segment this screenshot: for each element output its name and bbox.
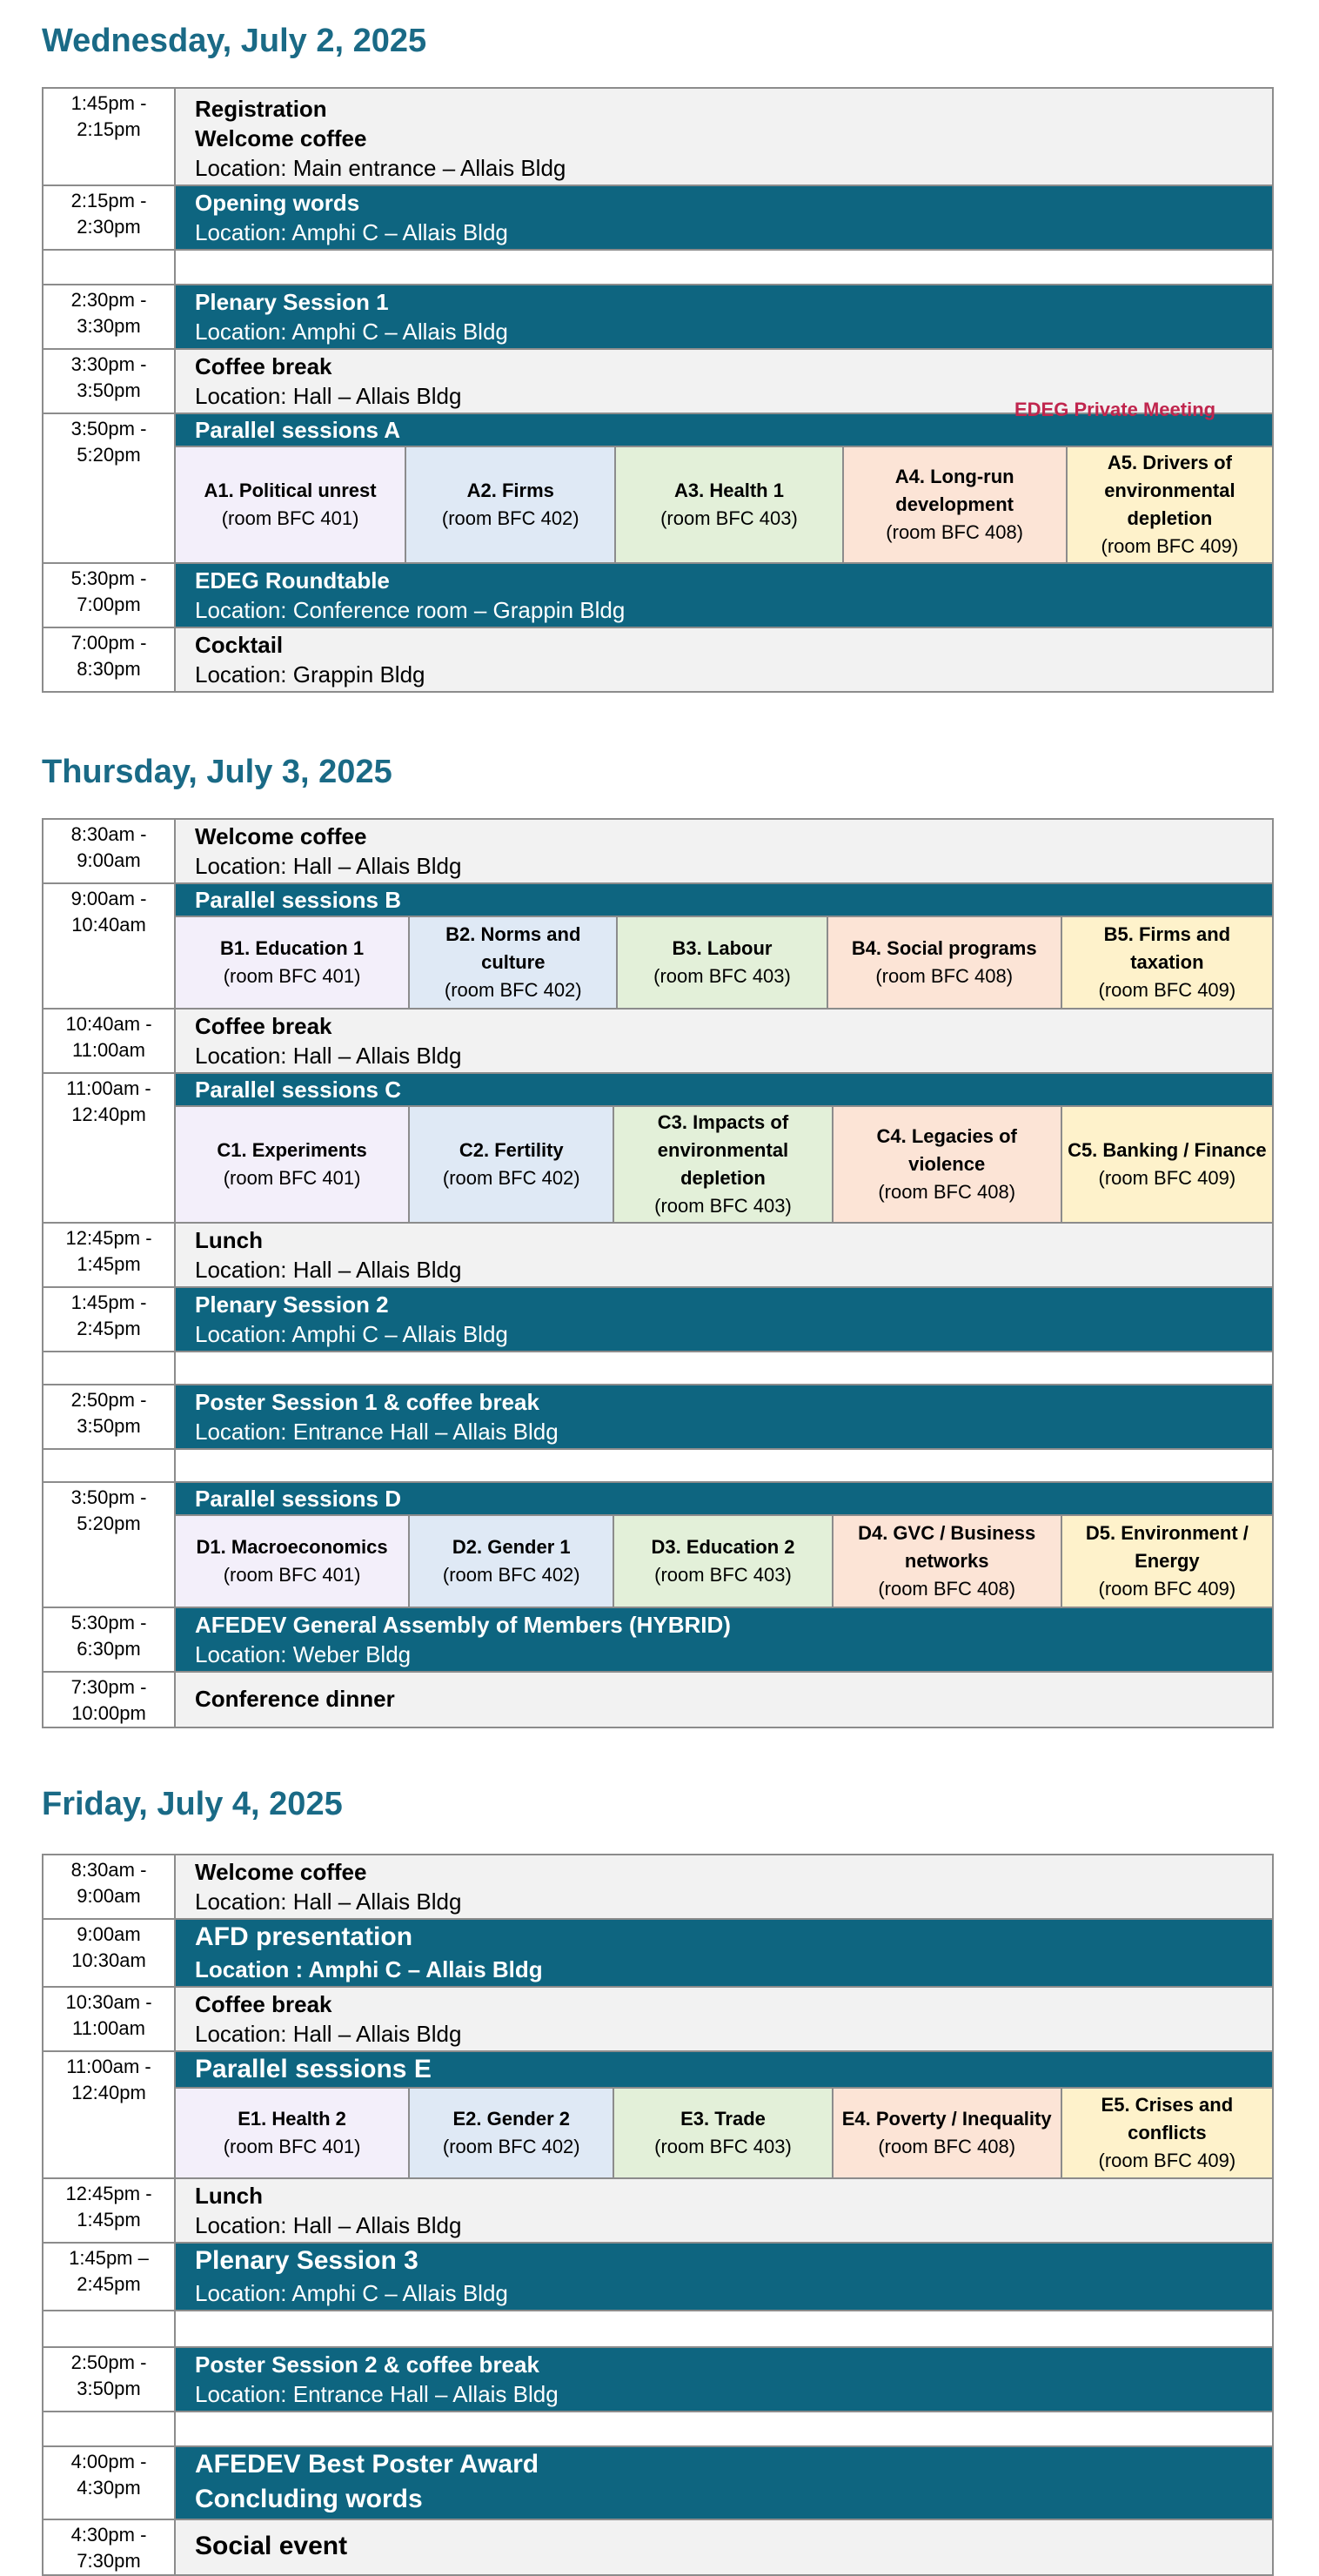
time-cell: 5:30pm - 7:00pm	[43, 563, 175, 627]
session-name: E5. Crises and conflicts	[1101, 2094, 1234, 2143]
session-name: E3. Trade	[680, 2108, 766, 2130]
event-title: Coffee break	[195, 1991, 332, 2017]
event-poster-award	[175, 2446, 1273, 2519]
time-cell: 5:30pm - 6:30pm	[43, 1607, 175, 1672]
time-cell: 1:45pm - 2:15pm	[43, 88, 175, 185]
time-cell: 9:00am - 10:40am	[43, 883, 175, 1009]
session-room: (room BFC 408)	[875, 965, 1014, 987]
session-name: D2. Gender 1	[452, 1536, 571, 1558]
session-name: C4. Legacies of violence	[876, 1125, 1017, 1175]
parallel-sessions-header: Parallel sessions A	[176, 414, 1272, 446]
session-name: A2. Firms	[466, 480, 554, 501]
time-cell: 2:30pm - 3:30pm	[43, 285, 175, 349]
session-room: (room BFC 402)	[441, 507, 579, 529]
session-name: E2. Gender 2	[452, 2108, 571, 2130]
session-d4	[834, 1514, 1062, 1607]
time-cell: 12:45pm - 1:45pm	[43, 1223, 175, 1287]
session-e5	[1062, 2087, 1272, 2177]
session-d2	[410, 1514, 614, 1607]
event-title: Registration	[195, 96, 327, 122]
session-room: (room BFC 402)	[444, 979, 582, 1001]
event-location: Location: Amphi C – Allais Bldg	[195, 2280, 508, 2306]
session-name: E1. Health 2	[238, 2108, 346, 2130]
time-cell: 10:40am - 11:00am	[43, 1009, 175, 1073]
session-e1	[176, 2087, 410, 2177]
session-name: C5. Banking / Finance	[1068, 1139, 1267, 1161]
session-name: C3. Impacts of environmental depletion	[657, 1111, 789, 1189]
session-room: (room BFC 409)	[1098, 1578, 1236, 1600]
event-plenary-3	[175, 2243, 1273, 2311]
spacer-cell	[175, 2412, 1273, 2446]
event-cocktail	[175, 627, 1273, 692]
event-location: Location : Amphi C – Allais Bldg	[195, 1956, 543, 1982]
parallel-sessions-c	[175, 1073, 1273, 1223]
event-registration	[175, 88, 1273, 185]
event-location: Location: Hall – Allais Bldg	[195, 1257, 462, 1283]
event-location: Location: Hall – Allais Bldg	[195, 383, 462, 409]
time-cell: 1:45pm - 2:45pm	[43, 1287, 175, 1352]
session-b1	[176, 916, 410, 1008]
time-cell: 4:30pm - 7:30pm	[43, 2519, 175, 2575]
time-cell-empty	[43, 250, 175, 285]
session-room: (room BFC 403)	[653, 965, 791, 987]
session-name: B5. Firms and taxation	[1103, 923, 1231, 973]
session-room: (room BFC 403)	[654, 2136, 792, 2157]
session-room: (room BFC 402)	[442, 1167, 580, 1189]
session-room: (room BFC 409)	[1098, 2150, 1236, 2171]
session-a5	[1068, 446, 1272, 562]
time-cell: 3:50pm - 5:20pm	[43, 413, 175, 563]
time-cell-empty	[43, 2412, 175, 2446]
event-title: Social event	[195, 2532, 348, 2560]
event-title: Conference dinner	[195, 1686, 395, 1712]
event-edeg-roundtable	[175, 563, 1273, 627]
event-title: AFEDEV General Assembly of Members (HYBRID)	[195, 1612, 731, 1638]
event-location: Location: Entrance Hall – Allais Bldg	[195, 1419, 559, 1445]
session-room: (room BFC 401)	[223, 2136, 361, 2157]
session-name: C2. Fertility	[459, 1139, 564, 1161]
session-room: (room BFC 402)	[442, 1564, 580, 1586]
session-name: B1. Education 1	[220, 937, 365, 959]
event-poster-session-2	[175, 2347, 1273, 2412]
event-welcome-coffee	[175, 819, 1273, 883]
time-cell: 7:00pm - 8:30pm	[43, 627, 175, 692]
event-location: Location: Amphi C – Allais Bldg	[195, 1321, 508, 1347]
session-name: D1. Macroeconomics	[196, 1536, 388, 1558]
session-room: (room BFC 401)	[223, 1564, 361, 1586]
event-general-assembly	[175, 1607, 1273, 1672]
parallel-sessions-a	[175, 413, 1273, 563]
event-lunch	[175, 2178, 1273, 2243]
session-c4	[834, 1105, 1062, 1222]
time-cell: 8:30am - 9:00am	[43, 1855, 175, 1919]
parallel-sessions-e	[175, 2051, 1273, 2178]
session-room: (room BFC 403)	[654, 1564, 792, 1586]
spacer-cell	[175, 250, 1273, 285]
event-plenary-2	[175, 1287, 1273, 1352]
event-title: Plenary Session 3	[195, 2246, 418, 2275]
session-c3	[614, 1105, 833, 1222]
parallel-sessions-header: Parallel sessions E	[176, 2052, 1272, 2087]
session-a2	[406, 446, 616, 562]
event-location: Location: Amphi C – Allais Bldg	[195, 319, 508, 345]
event-conference-dinner	[175, 1672, 1273, 1727]
time-cell: 10:30am - 11:00am	[43, 1987, 175, 2051]
event-title: AFEDEV Best Poster Award	[195, 2450, 539, 2479]
spacer-cell	[175, 1352, 1273, 1385]
time-cell: 4:00pm - 4:30pm	[43, 2446, 175, 2519]
session-room: (room BFC 403)	[654, 1195, 792, 1217]
event-title: Coffee break	[195, 1013, 332, 1039]
session-room: (room BFC 409)	[1098, 979, 1236, 1001]
time-cell-empty	[43, 1352, 175, 1385]
time-cell-empty	[43, 2311, 175, 2347]
event-title-2: Welcome coffee	[195, 125, 367, 151]
session-d3	[614, 1514, 833, 1607]
session-name: B4. Social programs	[851, 937, 1037, 959]
time-cell-empty	[43, 1449, 175, 1482]
event-title: Poster Session 1 & coffee break	[195, 1389, 539, 1415]
session-room: (room BFC 408)	[886, 521, 1024, 543]
event-location: Location: Hall – Allais Bldg	[195, 1043, 462, 1069]
session-room: (room BFC 403)	[660, 507, 798, 529]
private-meeting-note: EDEG Private Meeting	[1014, 399, 1216, 420]
parallel-sessions-header: Parallel sessions C	[176, 1074, 1272, 1105]
session-name: A1. Political unrest	[204, 480, 377, 501]
time-cell: 11:00am - 12:40pm	[43, 1073, 175, 1223]
event-social-event	[175, 2519, 1273, 2575]
session-b3	[618, 916, 827, 1008]
time-cell: 3:30pm - 3:50pm	[43, 349, 175, 413]
session-b5	[1062, 916, 1272, 1008]
event-location: Location: Amphi C – Allais Bldg	[195, 219, 508, 245]
event-afd-presentation	[175, 1919, 1273, 1987]
event-location: Location: Conference room – Grappin Bldg	[195, 597, 626, 623]
event-title: Welcome coffee	[195, 823, 367, 849]
event-poster-session-1	[175, 1385, 1273, 1449]
session-room: (room BFC 408)	[878, 1181, 1016, 1203]
session-name: A3. Health 1	[674, 480, 784, 501]
time-cell: 2:50pm - 3:50pm	[43, 1385, 175, 1449]
event-coffee-break	[175, 1009, 1273, 1073]
session-e2	[410, 2087, 614, 2177]
event-title: Plenary Session 1	[195, 289, 389, 315]
time-cell: 8:30am - 9:00am	[43, 819, 175, 883]
day-title-friday: Friday, July 4, 2025	[42, 1786, 343, 1822]
session-e4	[834, 2087, 1062, 2177]
event-location: Location: Main entrance – Allais Bldg	[195, 155, 566, 181]
event-title: Coffee break	[195, 353, 332, 379]
session-name: B3. Labour	[672, 937, 773, 959]
event-location: Location: Entrance Hall – Allais Bldg	[195, 2381, 559, 2407]
event-title: Lunch	[195, 2183, 263, 2209]
event-lunch	[175, 1223, 1273, 1287]
session-c2	[410, 1105, 614, 1222]
event-title-2: Concluding words	[195, 2485, 423, 2513]
time-cell: 2:50pm - 3:50pm	[43, 2347, 175, 2412]
parallel-sessions-d	[175, 1482, 1273, 1607]
session-a3	[616, 446, 843, 562]
event-location: Location: Hall – Allais Bldg	[195, 2021, 462, 2047]
session-name: C1. Experiments	[217, 1139, 367, 1161]
session-room: (room BFC 408)	[878, 2136, 1016, 2157]
time-cell: 3:50pm - 5:20pm	[43, 1482, 175, 1607]
session-d5	[1062, 1514, 1272, 1607]
session-b4	[828, 916, 1062, 1008]
session-name: A4. Long-run development	[894, 466, 1014, 515]
session-room: (room BFC 409)	[1101, 535, 1239, 557]
session-a1	[176, 446, 406, 562]
day-title-wednesday: Wednesday, July 2, 2025	[42, 23, 427, 59]
day-title-thursday: Thursday, July 3, 2025	[42, 754, 392, 790]
spacer-cell	[175, 2311, 1273, 2347]
time-cell: 9:00am 10:30am	[43, 1919, 175, 1987]
event-title: AFD presentation	[195, 1922, 413, 1951]
event-title: Welcome coffee	[195, 1859, 367, 1885]
spacer-cell	[175, 1449, 1273, 1482]
event-title: Lunch	[195, 1227, 263, 1253]
session-name: D5. Environment / Energy	[1085, 1522, 1249, 1572]
session-room: (room BFC 401)	[223, 965, 361, 987]
time-cell: 1:45pm – 2:45pm	[43, 2243, 175, 2311]
session-room: (room BFC 402)	[442, 2136, 580, 2157]
session-room: (room BFC 401)	[221, 507, 359, 529]
time-cell: 7:30pm - 10:00pm	[43, 1672, 175, 1727]
event-title: Opening words	[195, 190, 360, 216]
session-name: D3. Education 2	[651, 1536, 795, 1558]
parallel-sessions-header: Parallel sessions B	[176, 884, 1272, 916]
session-name: A5. Drivers of environmental depletion	[1104, 452, 1235, 529]
session-room: (room BFC 401)	[223, 1167, 361, 1189]
session-name: D4. GVC / Business networks	[858, 1522, 1036, 1572]
event-location: Location: Hall – Allais Bldg	[195, 853, 462, 879]
schedule-table-thursday	[42, 818, 1274, 1728]
event-location: Location: Grappin Bldg	[195, 661, 425, 688]
event-plenary-1	[175, 285, 1273, 349]
session-c5	[1062, 1105, 1272, 1222]
session-a4	[844, 446, 1068, 562]
parallel-sessions-b	[175, 883, 1273, 1009]
session-room: (room BFC 409)	[1098, 1167, 1236, 1189]
schedule-table-friday	[42, 1854, 1274, 2576]
parallel-sessions-header: Parallel sessions D	[176, 1483, 1272, 1514]
schedule-table-wednesday	[42, 87, 1274, 693]
time-cell: 2:15pm - 2:30pm	[43, 185, 175, 250]
session-e3	[614, 2087, 833, 2177]
event-title: EDEG Roundtable	[195, 567, 390, 594]
event-title: Poster Session 2 & coffee break	[195, 2351, 539, 2378]
session-c1	[176, 1105, 410, 1222]
time-cell: 12:45pm - 1:45pm	[43, 2178, 175, 2243]
event-title: Cocktail	[195, 632, 284, 658]
event-title: Plenary Session 2	[195, 1291, 389, 1318]
session-room: (room BFC 408)	[878, 1578, 1016, 1600]
time-cell: 11:00am - 12:40pm	[43, 2051, 175, 2178]
event-opening-words	[175, 185, 1273, 250]
event-welcome-coffee	[175, 1855, 1273, 1919]
session-name: B2. Norms and culture	[445, 923, 581, 973]
event-coffee-break	[175, 1987, 1273, 2051]
session-b2	[410, 916, 618, 1008]
event-location: Location: Hall – Allais Bldg	[195, 1888, 462, 1915]
session-name: E4. Poverty / Inequality	[841, 2108, 1052, 2130]
event-location: Location: Weber Bldg	[195, 1641, 412, 1667]
event-location: Location: Hall – Allais Bldg	[195, 2212, 462, 2238]
session-d1	[176, 1514, 410, 1607]
